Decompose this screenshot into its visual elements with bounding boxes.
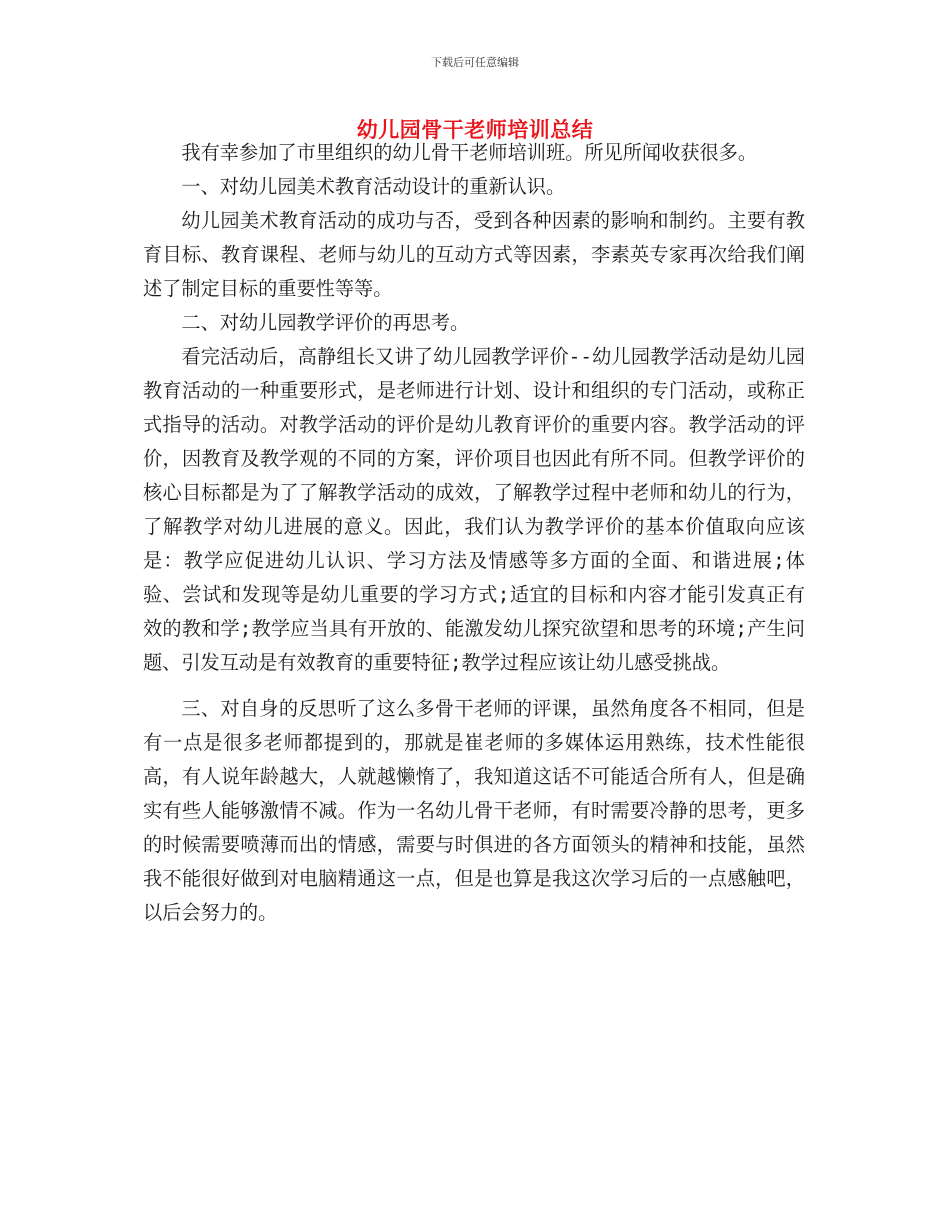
- section-3-paragraph: 三、对自身的反思听了这么多骨干老师的评课，虽然角度各不相同，但是有一点是很多老师都提到的，那就是崔老师的多媒体运用熟练，技术性能很高，有人说年龄越大，人就越懒惰了，我知道这话不可能适合所有人，但是确实有些人能够激情不减。作为一名幼儿骨干老师，有时需要冷静的思考，更多的时候需要喷薄而出的情感，需要与时俱进的各方面领头的精神和技能，虽然我不能很好做到对电脑精通这一点，但是也算是我这次学习后的一点感触吧，以后会努力的。: [143, 697, 805, 924]
- section-1-paragraph: 幼儿园美术教育活动的成功与否，受到各种因素的影响和制约。主要有教育目标、教育课程、老师与幼儿的互动方式等因素，李素英专家再次给我们阐述了制定目标的重要性等等。: [143, 209, 805, 300]
- document-body: [143, 136, 805, 930]
- section-2-paragraph: 看完活动后，高静组长又讲了幼儿园教学评价--幼儿园教学活动是幼儿园教育活动的一种重要形式，是老师进行计划、设计和组织的专门活动，或称正式指导的活动。对教学活动的评价是幼儿教育评价的重要内容。教学活动的评价，因教育及教学观的不同的方案，评价项目也因此有所不同。但教学评价的核心目标都是为了了解教学活动的成效，了解教学过程中老师和幼儿的行为，了解教学对幼儿进展的意义。因此，我们认为教学评价的基本价值取向应该是：教学应促进幼儿认识、学习方法及情感等多方面的全面、和谐进展;体验、尝试和发现等是幼儿重要的学习方式;适宜的目标和内容才能引发真正有效的教和学;教学应当具有开放的、能激发幼儿探究欲望和思考的环境;产生问题、引发互动是有效教育的重要特征;教学过程应该让幼儿感受挑战。: [143, 345, 805, 674]
- document-title: 幼儿园骨干老师培训总结: [356, 118, 594, 142]
- page-header-note: 下载后可任意编辑: [431, 56, 519, 69]
- intro-paragraph: 我有幸参加了市里组织的幼儿骨干老师培训班。所见所闻收获很多。: [181, 141, 758, 164]
- section-2-heading: 二、对幼儿园教学评价的再思考。: [181, 311, 470, 334]
- section-1-heading: 一、对幼儿园美术教育活动设计的重新认识。: [181, 175, 566, 198]
